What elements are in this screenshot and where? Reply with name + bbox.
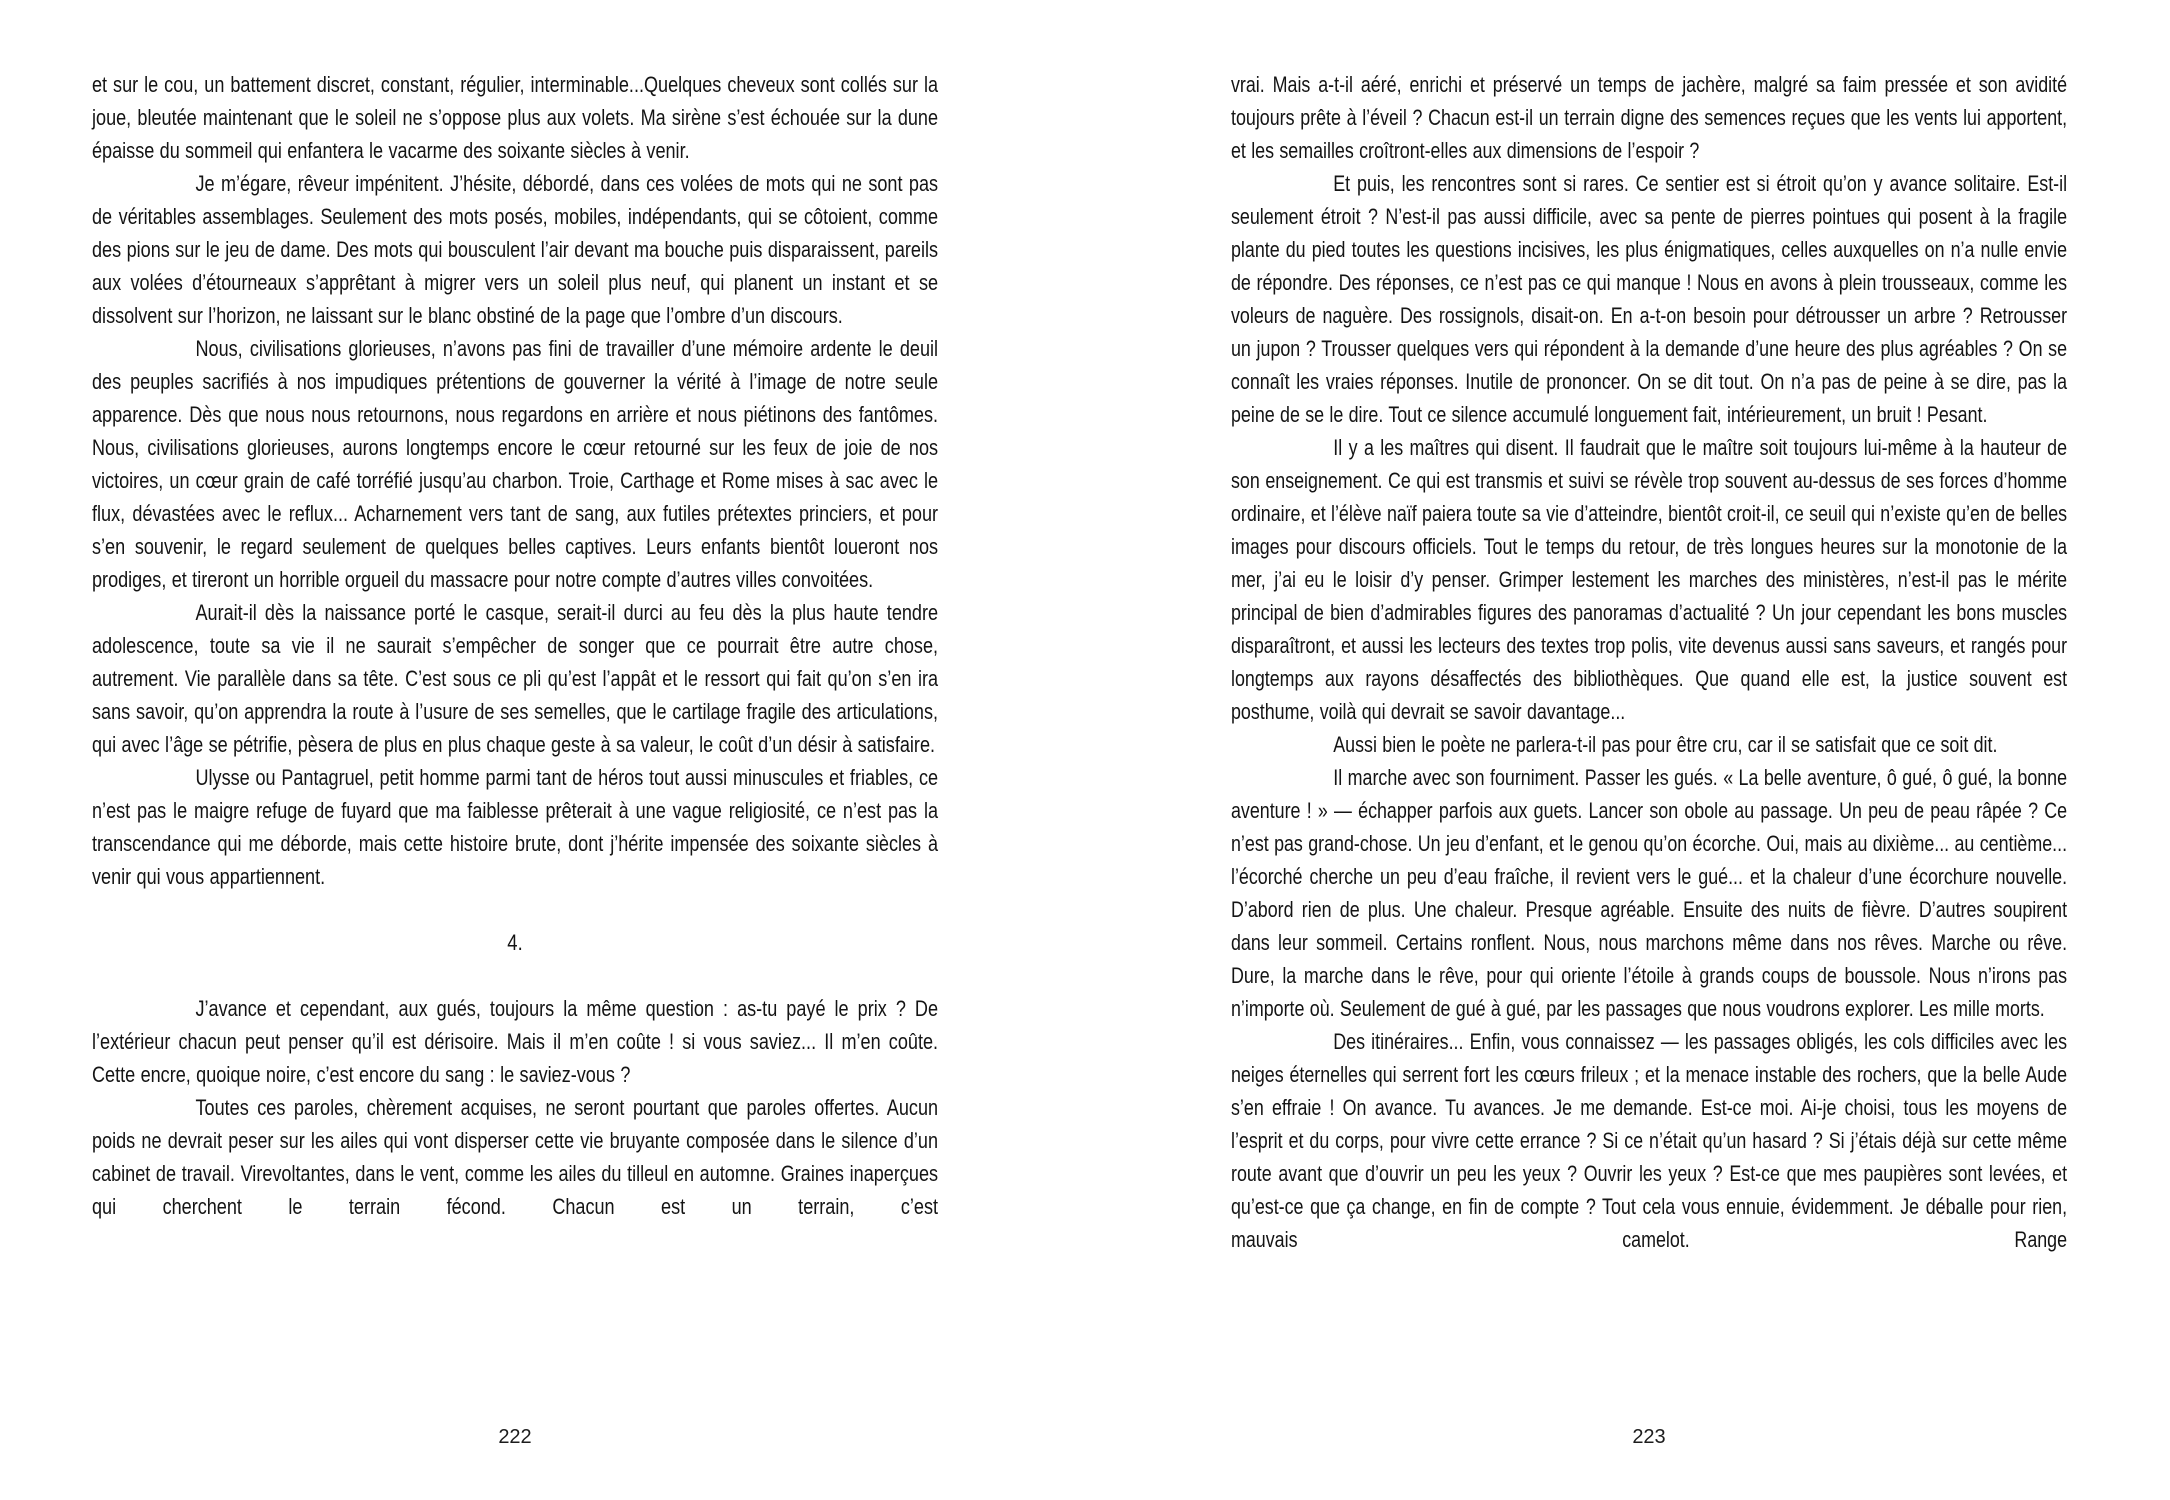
paragraph: Il y a les maîtres qui disent. Il faudrait que le maître soit toujours lui-même à la hauteur de son enseignement. Ce qui est transmis et suivi se révèle trop souvent au-dessus de ses forces d’homme ordinaire, et l’élève naïf paiera toute sa vie d’atteindre, bientôt croit-il, ce seuil qui n’existe qu’en de belles images pour discours officiels. Tout le temps du retour, de très longues heures sur la monotonie de la mer, j’ai eu le loisir d’y penser. Grimper lestement les marches des ministères, n’est-il pas le mérite principal de bien d’admirables figures des panoramas d’actualité ? Un jour cependant les bons muscles disparaîtront, et aussi les lecteurs des textes trop polis, vite devenus aussi sans saveurs, et rangés pour longtemps aux rayons désaffectés des bibliothèques. Que quand elle est, la justice souvent est posthume, voilà qui devrait se savoir davantage... — [1231, 435, 2068, 724]
paragraph: Toutes ces paroles, chèrement acquises, ne seront pourtant que paroles offertes. Aucun poids ne devrait peser sur les ailes qui vont disperser cette vie bruyante composée dans le silence d’un cabinet de travail. Virevoltantes, dans le vent, comme les ailes du tilleul en automne. Graines inaperçues qui cherchent le terrain fécond. Chacun est un terrain, c’est — [92, 1095, 939, 1219]
page-right — [1231, 0, 2067, 1500]
page-left-text-block — [92, 68, 938, 1223]
paragraph: vrai. Mais a-t-il aéré, enrichi et préservé un temps de jachère, malgré sa faim pressée et son avidité toujours prête à l’éveil ? Chacun est-il un terrain digne des semences reçues que les vents lui apportent, et les semailles croîtront-elles aux dimensions de l’espoir ? — [1231, 72, 2068, 163]
paragraph: Aurait-il dès la naissance porté le casque, serait-il durci au feu dès la plus haute tendre adolescence, toute sa vie il ne saurait s’empêcher de songer que ce pourrait être autre chose, autrement. Vie parallèle dans sa tête. C’est sous ce pli qu’est l’appât et le ressort qui fait qu’on s’en ira sans savoir, qu’on apprendra la route à l’usure de ses semelles, que le cartilage fragile des articulations, qui avec l’âge se pétrifie, pèsera de plus en plus chaque geste à sa valeur, le coût d’un désir à satisfaire. — [92, 600, 939, 757]
paragraph: J’avance et cependant, aux gués, toujours la même question : as-tu payé le prix ? De l’extérieur chacun peut penser qu’il est dérisoire. Mais il m’en coûte ! si vous saviez... Il m’en coûte. Cette encre, quoique noire, c’est encore du sang : le saviez-vous ? — [92, 996, 939, 1087]
paragraph: Ulysse ou Pantagruel, petit homme parmi tant de héros tout aussi minuscules et friables, ce n’est pas le maigre refuge de fuyard que ma faiblesse prêterait à une vague religiosité, ce n’est pas la transcendance qui me déborde, mais cette histoire brute, dont j’hérite impensée des soixante siècles à venir qui vous appartiennent. — [92, 765, 939, 889]
paragraph: Et puis, les rencontres sont si rares. Ce sentier est si étroit qu’on y avance solitaire. Est-il seulement étroit ? N’est-il pas aussi difficile, avec sa pente de pierres pointues qui posent à la fragile plante du pied toutes les questions incisives, les plus énigmatiques, celles auxquelles on n’a nulle envie de répondre. Des réponses, ce n’est pas ce qui manque ! Nous en avons à plein trousseaux, comme les voleurs de naguère. Des rossignols, disait-on. En a-t-on besoin pour détrousser un arbre ? Retrousser un jupon ? Trousser quelques vers qui répondent à la demande d’une heure des plus agréables ? On se connaît les vraies réponses. Inutile de prononcer. On se dit tout. On n’a pas de peine à se dire, pas la peine de se le dire. Tout ce silence accumulé longuement fait, intérieurement, un bruit ! Pesant. — [1231, 171, 2068, 427]
paragraph: Aussi bien le poète ne parlera-t-il pas pour être cru, car il se satisfait que ce soit dit. — [1333, 732, 1998, 757]
page-right-text-block — [1231, 68, 2067, 1256]
paragraph: Il marche avec son fourniment. Passer les gués. « La belle aventure, ô gué, ô gué, la bonne aventure ! » — échapper parfois aux guets. Lancer son obole au passage. Un peu de peau râpée ? Ce n’est pas grand-chose. Un jeu d’enfant, et le genou qu’on écorche. Oui, mais au dixième... au centième... l’écorché cherche un peu d’eau fraîche, il revient vers le gué... et la chaleur d’une écorchure nouvelle. D’abord rien de plus. Une chaleur. Presque agréable. Ensuite des nuits de fièvre. D’autres soupirent dans leur sommeil. Certains ronflent. Nous, nous marchons même dans nos rêves. Marche ou rêve. Dure, la marche dans le rêve, pour qui oriente l’étoile à grands coups de boussole. Nous n’irons pas n’importe où. Seulement de gué à gué, par les passages que nous voudrons explorer. Les mille morts. — [1231, 765, 2068, 1021]
page-left — [92, 0, 938, 1500]
paragraph: et sur le cou, un battement discret, constant, régulier, interminable...Quelques cheveux sont collés sur la joue, bleutée maintenant que le soleil ne s’oppose plus aux volets. Ma sirène s’est échouée sur la dune épaisse du sommeil qui enfantera le vacarme des soixante siècles à venir. — [92, 72, 939, 163]
paragraph: Nous, civilisations glorieuses, n’avons pas fini de travailler d’une mémoire ardente le deuil des peuples sacrifiés à nos impudiques prétentions de gouverner la vérité à l’image de notre seule apparence. Dès que nous nous retournons, nous regardons en arrière et nous piétinons des fantômes. Nous, civilisations glorieuses, aurons longtemps encore le cœur retourné sur les feux de joie de nos victoires, un cœur grain de café torréfié jusqu’au charbon. Troie, Carthage et Rome mises à sac avec le flux, dévastées avec le reflux... Acharnement vers tant de sang, aux futiles prétextes princiers, et pour s’en souvenir, le regard seulement de quelques belles captives. Leurs enfants bientôt loueront nos prodiges, et tireront un horrible orgueil du massacre pour notre compte d’autres villes convoitées. — [92, 336, 939, 592]
paragraph: Des itinéraires... Enfin, vous connaissez — les passages obligés, les cols difficiles avec les neiges éternelles qui serrent fort les cœurs frileux ; et la menace instable des rochers, que la belle Aude s’en effraie ! On avance. Tu avances. Je me demande. Est-ce moi. Ai-je choisi, tous les moyens de l’esprit et du corps, pour vivre cette errance ? Si ce n’était qu’un hasard ? Si j’étais déjà sur cette même route avant que d’ouvrir un peu les yeux ? Ouvrir les yeux ? Est-ce que mes paupières sont levées, et qu’est-ce que ça change, en fin de compte ? Tout cela vous ennuie, évidemment. Je déballe pour rien, mauvais camelot. Range — [1231, 1029, 2068, 1252]
page-number-left: 222 — [498, 1426, 532, 1448]
section-number: 4. — [507, 930, 523, 955]
paragraph: Je m’égare, rêveur impénitent. J’hésite, débordé, dans ces volées de mots qui ne sont pas de véritables assemblages. Seulement des mots posés, mobiles, indépendants, qui se côtoient, comme des pions sur le jeu de dame. Des mots qui bousculent l’air devant ma bouche puis disparaissent, pareils aux volées d’étourneaux s’apprêtant à migrer vers un soleil plus neuf, qui planent un instant et se dissolvent sur l’horizon, ne laissant sur le blanc obstiné de la page que l’ombre d’un discours. — [92, 171, 939, 328]
page-number-right: 223 — [1632, 1426, 1666, 1448]
